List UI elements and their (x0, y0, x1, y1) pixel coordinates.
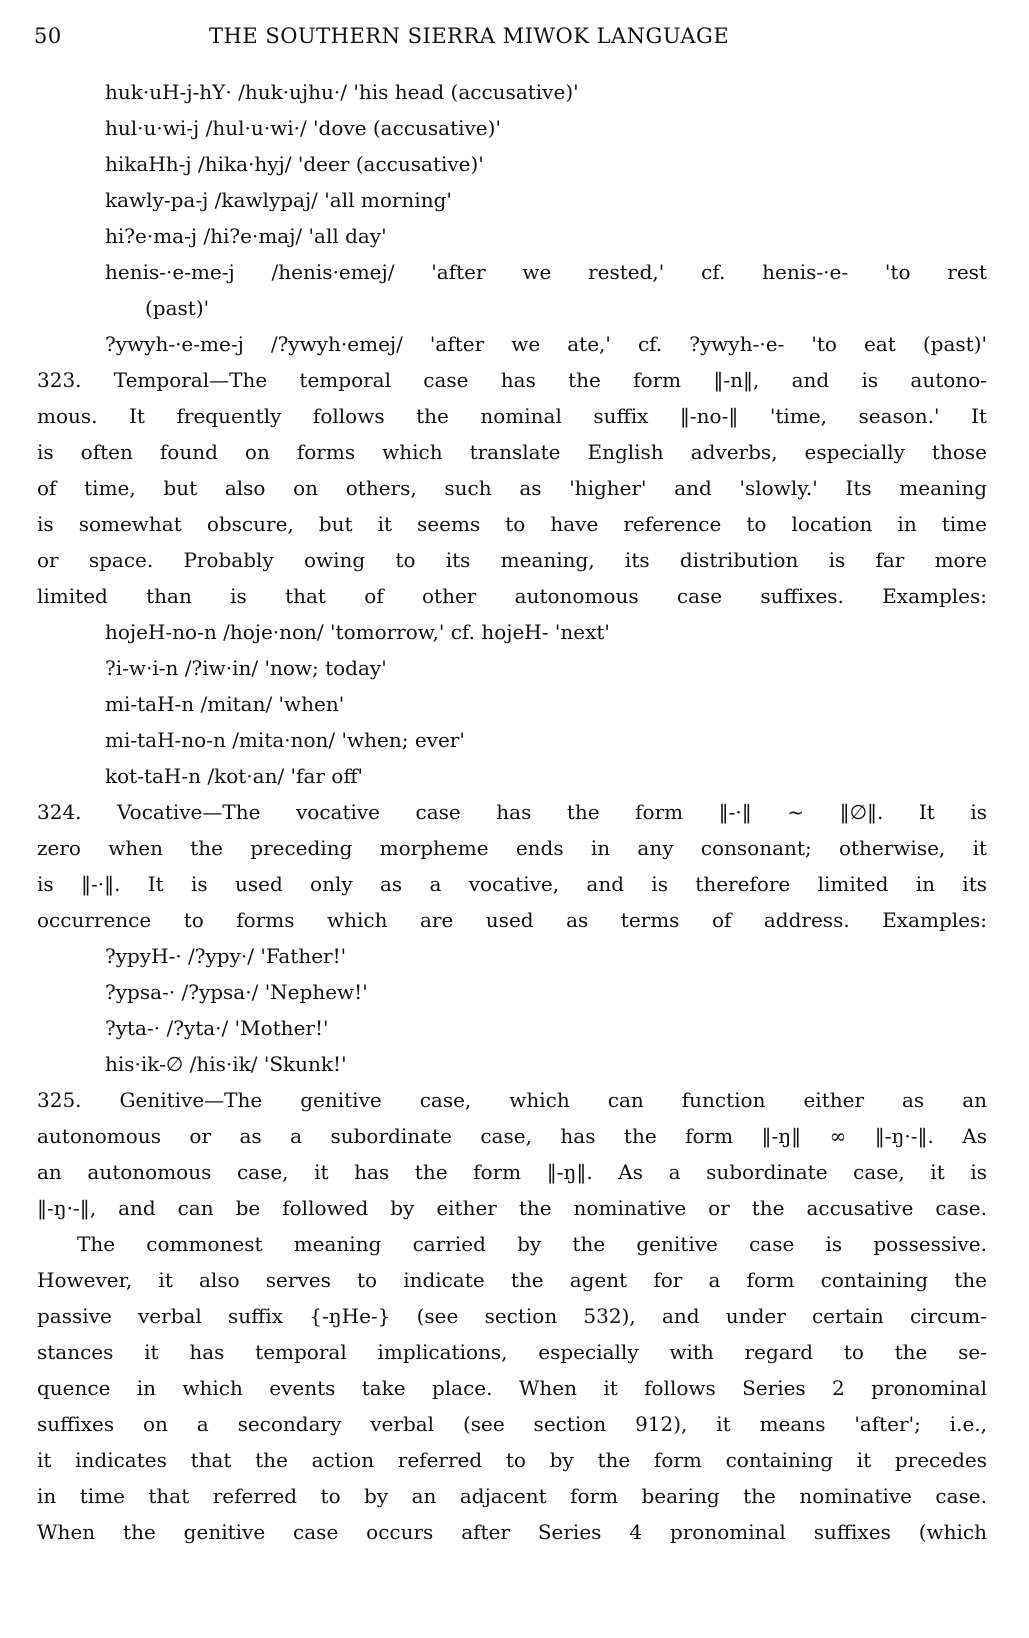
running-title: THE SOUTHERN SIERRA MIWOK LANGUAGE (209, 24, 730, 48)
text-line: zero when the preceding morpheme ends in any consonant; otherwise, it (37, 836, 987, 860)
text-line: or space. Probably owing to its meaning, its distribution is far more (37, 548, 987, 572)
example-line: ?ywyh-·e-me-j /?ywyh·emej/ 'after we ate,' cf. ?ywyh-·e- 'to eat (past)' (105, 332, 987, 356)
text-line: 325. Genitive—The genitive case, which can function either as an (37, 1088, 987, 1112)
example-line: (past)' (145, 296, 210, 320)
text-line: is often found on forms which translate English adverbs, especially those (37, 440, 987, 464)
example-line: mi-taH-n /mitan/ 'when' (105, 692, 345, 716)
text-line: The commonest meaning carried by the genitive case is possessive. (77, 1232, 987, 1256)
example-line: hi?e·ma-j /hi?e·maj/ 'all day' (105, 224, 387, 248)
example-line: hikaHh-j /hika·hyj/ 'deer (accusative)' (105, 152, 484, 176)
page-header (34, 24, 794, 54)
text-line: autonomous or as a subordinate case, has the form ‖-ŋ‖ ∞ ‖-ŋ·-‖. As (37, 1124, 987, 1148)
text-line: passive verbal suffix {-ŋHe-} (see section 532), and under certain circum- (37, 1304, 987, 1328)
example-line: huk·uH-j-hY· /huk·ujhu·/ 'his head (accusative)' (105, 80, 579, 104)
example-line: mi-taH-no-n /mita·non/ 'when; ever' (105, 728, 465, 752)
example-line: kawly-pa-j /kawlypaj/ 'all morning' (105, 188, 452, 212)
text-line: an autonomous case, it has the form ‖-ŋ‖. As a subordinate case, it is (37, 1160, 987, 1184)
example-line: kot-taH-n /kot·an/ 'far off' (105, 764, 364, 788)
text-line: it indicates that the action referred to by the form containing it precedes (37, 1448, 987, 1472)
text-line: 323. Temporal—The temporal case has the form ‖-n‖, and is autono- (37, 368, 987, 392)
text-line: stances it has temporal implications, especially with regard to the se- (37, 1340, 987, 1364)
example-line: ?i-w·i-n /?iw·in/ 'now; today' (105, 656, 387, 680)
example-line: henis-·e-me-j /henis·emej/ 'after we rested,' cf. henis-·e- 'to rest (105, 260, 987, 284)
text-line: limited than is that of other autonomous case suffixes. Examples: (37, 584, 987, 608)
example-line: ?ypsa-· /?ypsa·/ 'Nephew!' (105, 980, 368, 1004)
text-line: However, it also serves to indicate the agent for a form containing the (37, 1268, 987, 1292)
text-line: is somewhat obscure, but it seems to have reference to location in time (37, 512, 987, 536)
page-body (37, 74, 987, 1550)
text-line: 324. Vocative—The vocative case has the form ‖-·‖ ~ ‖∅‖. It is (37, 800, 987, 824)
text-line: in time that referred to by an adjacent form bearing the nominative case. (37, 1484, 987, 1508)
text-line: suffixes on a secondary verbal (see section 912), it means 'after'; i.e., (37, 1412, 987, 1436)
example-line: ?ypyH-· /?ypy·/ 'Father!' (105, 944, 347, 968)
text-line: ‖-ŋ·-‖, and can be followed by either the nominative or the accusative case. (37, 1196, 987, 1220)
text-line: quence in which events take place. When it follows Series 2 pronominal (37, 1376, 987, 1400)
example-line: hul·u·wi-j /hul·u·wi·/ 'dove (accusative)' (105, 116, 501, 140)
text-line: mous. It frequently follows the nominal suffix ‖-no-‖ 'time, season.' It (37, 404, 987, 428)
example-line: his·ik-∅ /his·ik/ 'Skunk!' (105, 1052, 347, 1076)
page-number: 50 (34, 24, 62, 48)
text-line: occurrence to forms which are used as terms of address. Examples: (37, 908, 987, 932)
text-line: is ‖-·‖. It is used only as a vocative, and is therefore limited in its (37, 872, 987, 896)
example-line: ?yta-· /?yta·/ 'Mother!' (105, 1016, 329, 1040)
example-line: hojeH-no-n /hoje·non/ 'tomorrow,' cf. hojeH- 'next' (105, 620, 610, 644)
text-line: When the genitive case occurs after Series 4 pronominal suffixes (which (37, 1520, 987, 1544)
text-line: of time, but also on others, such as 'higher' and 'slowly.' Its meaning (37, 476, 987, 500)
